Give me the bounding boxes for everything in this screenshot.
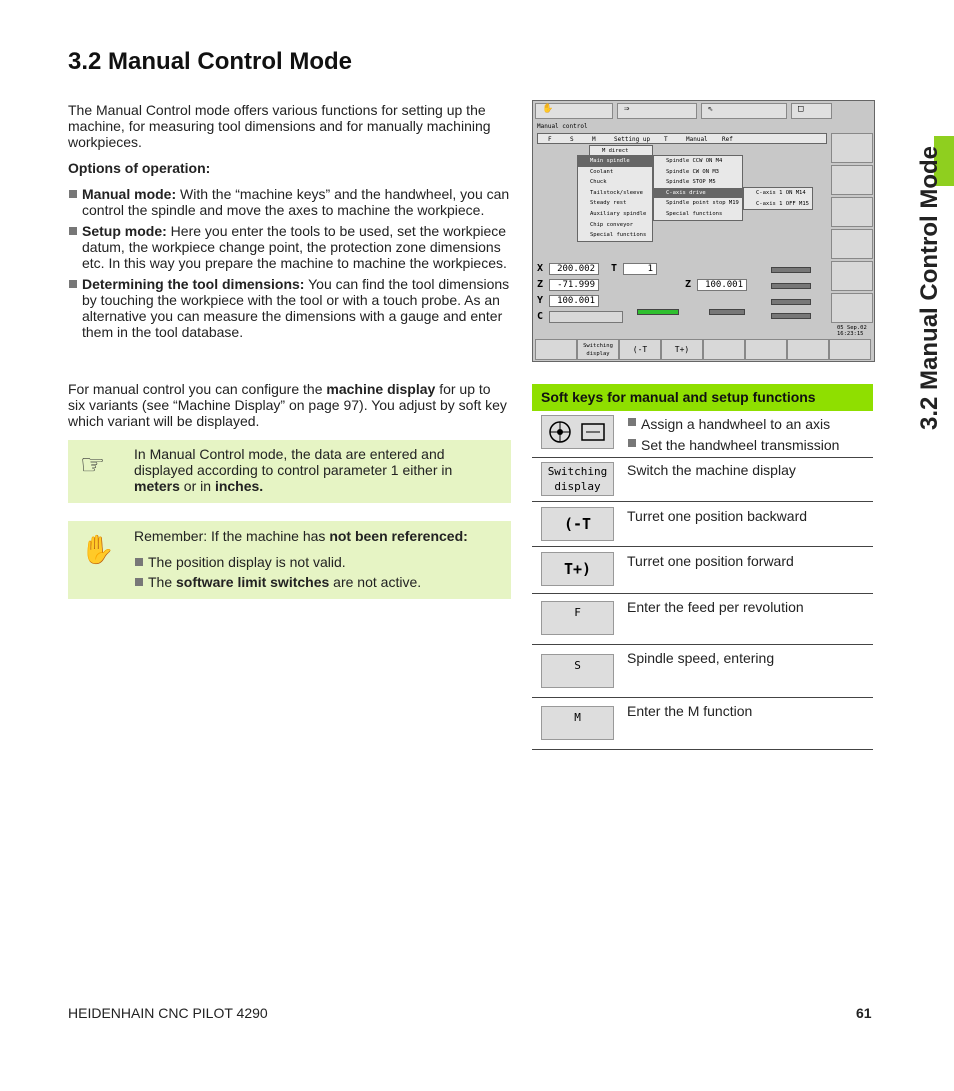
bottom-softkey-8[interactable] [829,339,871,360]
screen-date: 05 Sep.02 [837,325,867,331]
bullet-setup-mode: Setup mode: Here you enter the tools to be used, set the workpiece datum, the workpiece change point, the protection zone dimensions etc. In this way you prepare the machine to machine the workpieces. [68,223,510,271]
menu-item[interactable]: Tailstock/sleeve [590,189,643,196]
menu-item[interactable]: Special functions [666,210,723,217]
bottom-softkey-turret-forward[interactable]: T+) [661,339,703,360]
menu-item[interactable]: Spindle point stop M19 [666,200,739,207]
axis-y-label: Y [537,295,544,306]
menu-item[interactable]: Auxiliary spindle [590,210,647,217]
tool-value: 1 [623,263,657,275]
spindle-gauge [709,309,745,315]
bottom-softkey-5[interactable] [703,339,745,360]
note-reference [68,521,511,599]
bottom-softkey-7[interactable] [787,339,829,360]
tool-label: T [611,263,618,274]
tab-program-run[interactable] [617,103,697,119]
menu-item[interactable]: C-axis 1 ON M14 [756,190,806,196]
spindle-speed-softkey: S [541,654,614,688]
bullet-manual-mode: Manual mode: With the “machine keys” and the handwheel, you can control the spindle and move the axes to machine the workpiece. [68,186,510,218]
turret-backward-softkey: (-T [541,507,614,541]
right-softkey-1[interactable] [831,133,873,163]
row-desc-line: Turret one position forward [627,553,794,569]
right-softkey-5[interactable] [831,261,873,291]
axis-z-value: -71.999 [549,279,599,291]
page-number: 61 [856,1005,872,1021]
xn-gauge [771,267,811,273]
cn-gauge [771,299,811,305]
bottom-softkey-6[interactable] [745,339,787,360]
raised-hand-icon: ✋ [80,534,115,565]
bullet-tool-dimensions: Determining the tool dimensions: You can find the tool dimensions by touching the workpiece with the tool or with a touch probe. As an alternative you can measure the dimensions with a gauge and enter them in the tool database. [68,276,510,340]
menu-item[interactable]: Coolant [590,168,614,175]
table-row [532,645,873,698]
axis-c-label: C [537,311,544,322]
bottom-softkey-handwheel[interactable] [535,339,577,360]
table-row [532,502,873,547]
manual-control-screen [532,100,875,362]
screen-menu-bar [537,133,827,144]
table-row [532,411,873,458]
footer-manual-title: HEIDENHAIN CNC PILOT 4290 [68,1005,268,1021]
softkey-table [532,384,873,750]
right-softkey-3[interactable] [831,197,873,227]
run-arrow-icon: ⇒ [624,104,630,114]
note-item-position: The position display is not valid. [134,554,494,570]
menu-item[interactable]: Special functions [590,232,647,239]
feed-softkey: F [541,601,614,635]
diamond-arrow-icon: ⇖ [708,104,714,114]
row-desc-line: Spindle speed, entering [627,650,775,666]
handwheel-icon [542,416,613,448]
menu-item[interactable]: Spindle CW ON M3 [666,168,719,175]
zn-gauge [771,283,811,289]
row-desc-line: Enter the feed per revolution [627,599,804,615]
axis-c-value [549,311,623,323]
axis-x-label: X [537,263,544,274]
axis-y-value: 100.001 [549,295,599,307]
submenu-main [577,155,653,242]
right-softkey-4[interactable] [831,229,873,259]
menu-m[interactable]: M [592,136,596,143]
side-tab-label: 3.2 Manual Control Mode [916,145,943,430]
tab-simulation[interactable] [701,103,787,119]
display-paragraph: For manual control you can configure the machine display for up to six variants (see “Machine Display” on page 97). You adjust by soft key which variant will be displayed. [68,381,507,429]
m-function-softkey: M [541,706,614,740]
menu-t[interactable]: T [664,136,668,143]
side-tab [884,70,944,430]
menu-item[interactable]: Main spindle [578,156,652,167]
tab-organize[interactable] [791,103,832,119]
note-item-limit: The software limit switches are not active. [134,574,494,590]
menu-ref[interactable]: Ref [722,136,733,143]
override-gauge [771,313,811,319]
row-desc-line: Turret one position backward [627,508,808,524]
bottom-softkey-turret-back[interactable]: (-T [619,339,661,360]
axis-x-value: 200.002 [549,263,599,275]
right-softkey-2[interactable] [831,165,873,195]
menu-item-m-direct[interactable]: M direct [602,148,629,154]
table-header: Soft keys for manual and setup functions [532,384,873,411]
switching-display-softkey: Switching display [541,462,614,496]
menu-item[interactable]: Spindle STOP M5 [666,179,716,186]
tab-manual[interactable] [535,103,613,119]
hand-icon: ✋ [542,104,554,114]
page-title: 3.2 Manual Control Mode [68,48,353,75]
turret-forward-softkey: T+) [541,552,614,586]
menu-manual[interactable]: Manual [686,136,708,143]
axis-z2-label: Z [685,279,692,290]
handwheel-softkey [541,415,614,449]
menu-s[interactable]: S [570,136,574,143]
menu-item[interactable]: C-axis drive [654,188,742,199]
menu-item[interactable]: Spindle CCW ON M4 [666,158,723,164]
note-units-text: In Manual Control mode, the data are entered and displayed according to control parameter 1 either in meters or in inches. [134,446,453,494]
menu-item[interactable]: Chip conveyor [590,221,634,228]
note-units [68,440,511,503]
menu-item[interactable]: Steady rest [590,200,627,207]
screen-time: 16:23:15 [837,331,864,337]
axis-z2-value: 100.001 [697,279,747,291]
table-row [532,547,873,594]
table-row [532,698,873,750]
table-row [532,594,873,645]
submenu-spindle [653,155,743,221]
submenu-c-axis [743,187,813,210]
bottom-softkey-switching-display[interactable]: Switching display [577,339,619,360]
menu-item[interactable]: C-axis 1 OFF M15 [756,200,809,207]
axis-z-label: Z [537,279,544,290]
menu-f[interactable]: F [548,136,552,143]
feed-gauge [637,309,679,315]
menu-setting-up[interactable]: Setting up [614,136,651,143]
screen-title: Manual control [537,123,588,130]
row-desc-line: Set the handwheel transmission [627,435,839,456]
menu-item[interactable]: Chuck [590,179,607,186]
table-row [532,458,873,502]
disk-icon: □ [798,104,804,114]
pointing-hand-icon: ☞ [80,449,106,480]
options-list [68,186,510,340]
right-softkey-6[interactable] [831,293,873,323]
intro-paragraph: The Manual Control mode offers various functions for setting up the machine, for measuring tool dimensions and for manually machining workpieces. [68,102,491,150]
row-desc-line: Switch the machine display [627,462,796,478]
options-heading: Options of operation: [68,160,211,176]
note-reference-text: Remember: If the machine has not been referenced: [134,528,468,544]
row-desc-line: Assign a handwheel to an axis [627,414,830,435]
row-desc-line: Enter the M function [627,703,753,719]
